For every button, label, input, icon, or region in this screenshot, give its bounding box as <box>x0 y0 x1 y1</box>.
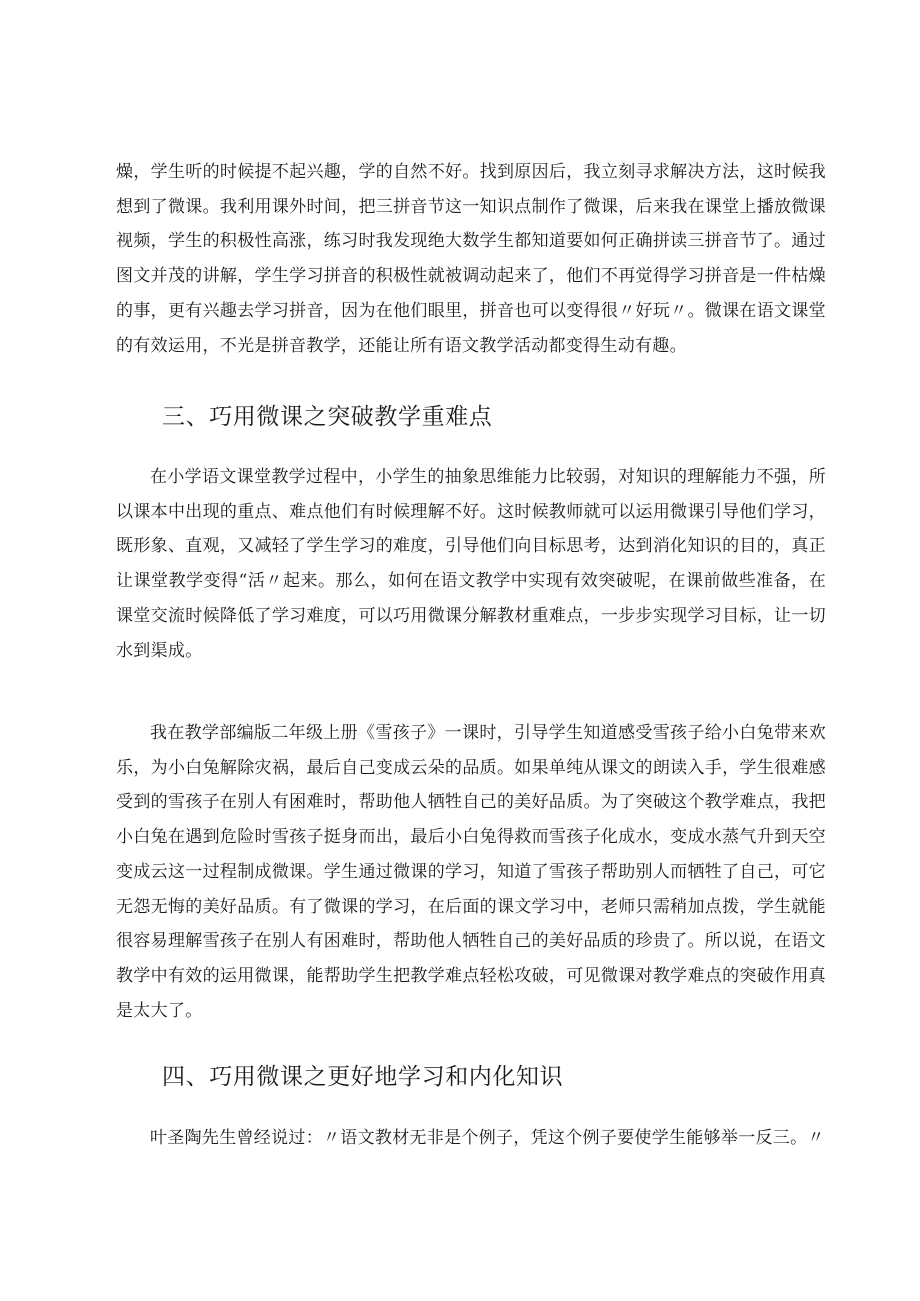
paragraph-3-2: 我在教学部编版二年级上册《雪孩子》一课时，引导学生知道感受雪孩子给小白兔带来欢乐，为小白兔解除灾祸，最后自己变成云朵的品质。如果单纯从课文的朗读入手，学生很难感受到的雪孩子在别人有困难时，帮助他人牺牲自己的美好品质。为了突破这个教学难点，我把小白兔在遇到危险时雪孩子挺身而出，最后小白兔得救而雪孩子化成水，变成水蒸气升到天空变成云这一过程制成微课。学生通过微课的学习，知道了雪孩子帮助别人而牺牲了自己，可它无怨无悔的美好品质。有了微课的学习，在后面的课文学习中，老师只需稍加点拨，学生就能很容易理解雪孩子在别人有困难时，帮助他人牺牲自己的美好品质的珍贵了。所以说，在语文教学中有效的运用微课，能帮助学生把教学难点轻松攻破，可见微课对教学难点的突破作用真是太大了。 <box>116 723 826 1021</box>
section-heading-4: 四、巧用微课之更好地学习和内化知识 <box>162 1064 564 1090</box>
paragraph-continued: 燥，学生听的时候提不起兴趣，学的自然不好。找到原因后，我立刻寻求解决方法，这时候我想到了微课。我利用课外时间，把三拼音节这一知识点制作了微课，后来我在课堂上播放微课视频，学生的积极性高涨，练习时我发现绝大数学生都知道要如何正确拼读三拼音节了。通过图文并茂的讲解，学生学习拼音的积极性就被调动起来了，他们不再觉得学习拼音是一件枯燥的事，更有兴趣去学习拼音，因为在他们眼里，拼音也可以变得很〃好玩〃。微课在语文课堂的有效运用，不光是拼音教学，还能让所有语文教学活动都变得生动有趣。 <box>116 162 826 356</box>
paragraph-3-1: 在小学语文课堂教学过程中，小学生的抽象思维能力比较弱，对知识的理解能力不强，所以课本中出现的重点、难点他们有时候理解不好。这时候教师就可以运用微课引导他们学习，既形象、直观，又减轻了学生学习的难度，引导他们向目标思考，达到消化知识的目的，真正让课堂教学变得“活〃起来。那么，如何在语文教学中实现有效突破呢，在课前做些准备，在课堂交流时候降低了学习难度，可以巧用微课分解教材重难点，一步步实现学习目标，让一切水到渠成。 <box>116 467 826 661</box>
paragraph-4-1: 叶圣陶先生曾经说过：〃语文教材无非是个例子，凭这个例子要使学生能够举一反三。〃 <box>150 1128 825 1148</box>
section-heading-3: 三、巧用微课之突破教学重难点 <box>162 404 493 430</box>
